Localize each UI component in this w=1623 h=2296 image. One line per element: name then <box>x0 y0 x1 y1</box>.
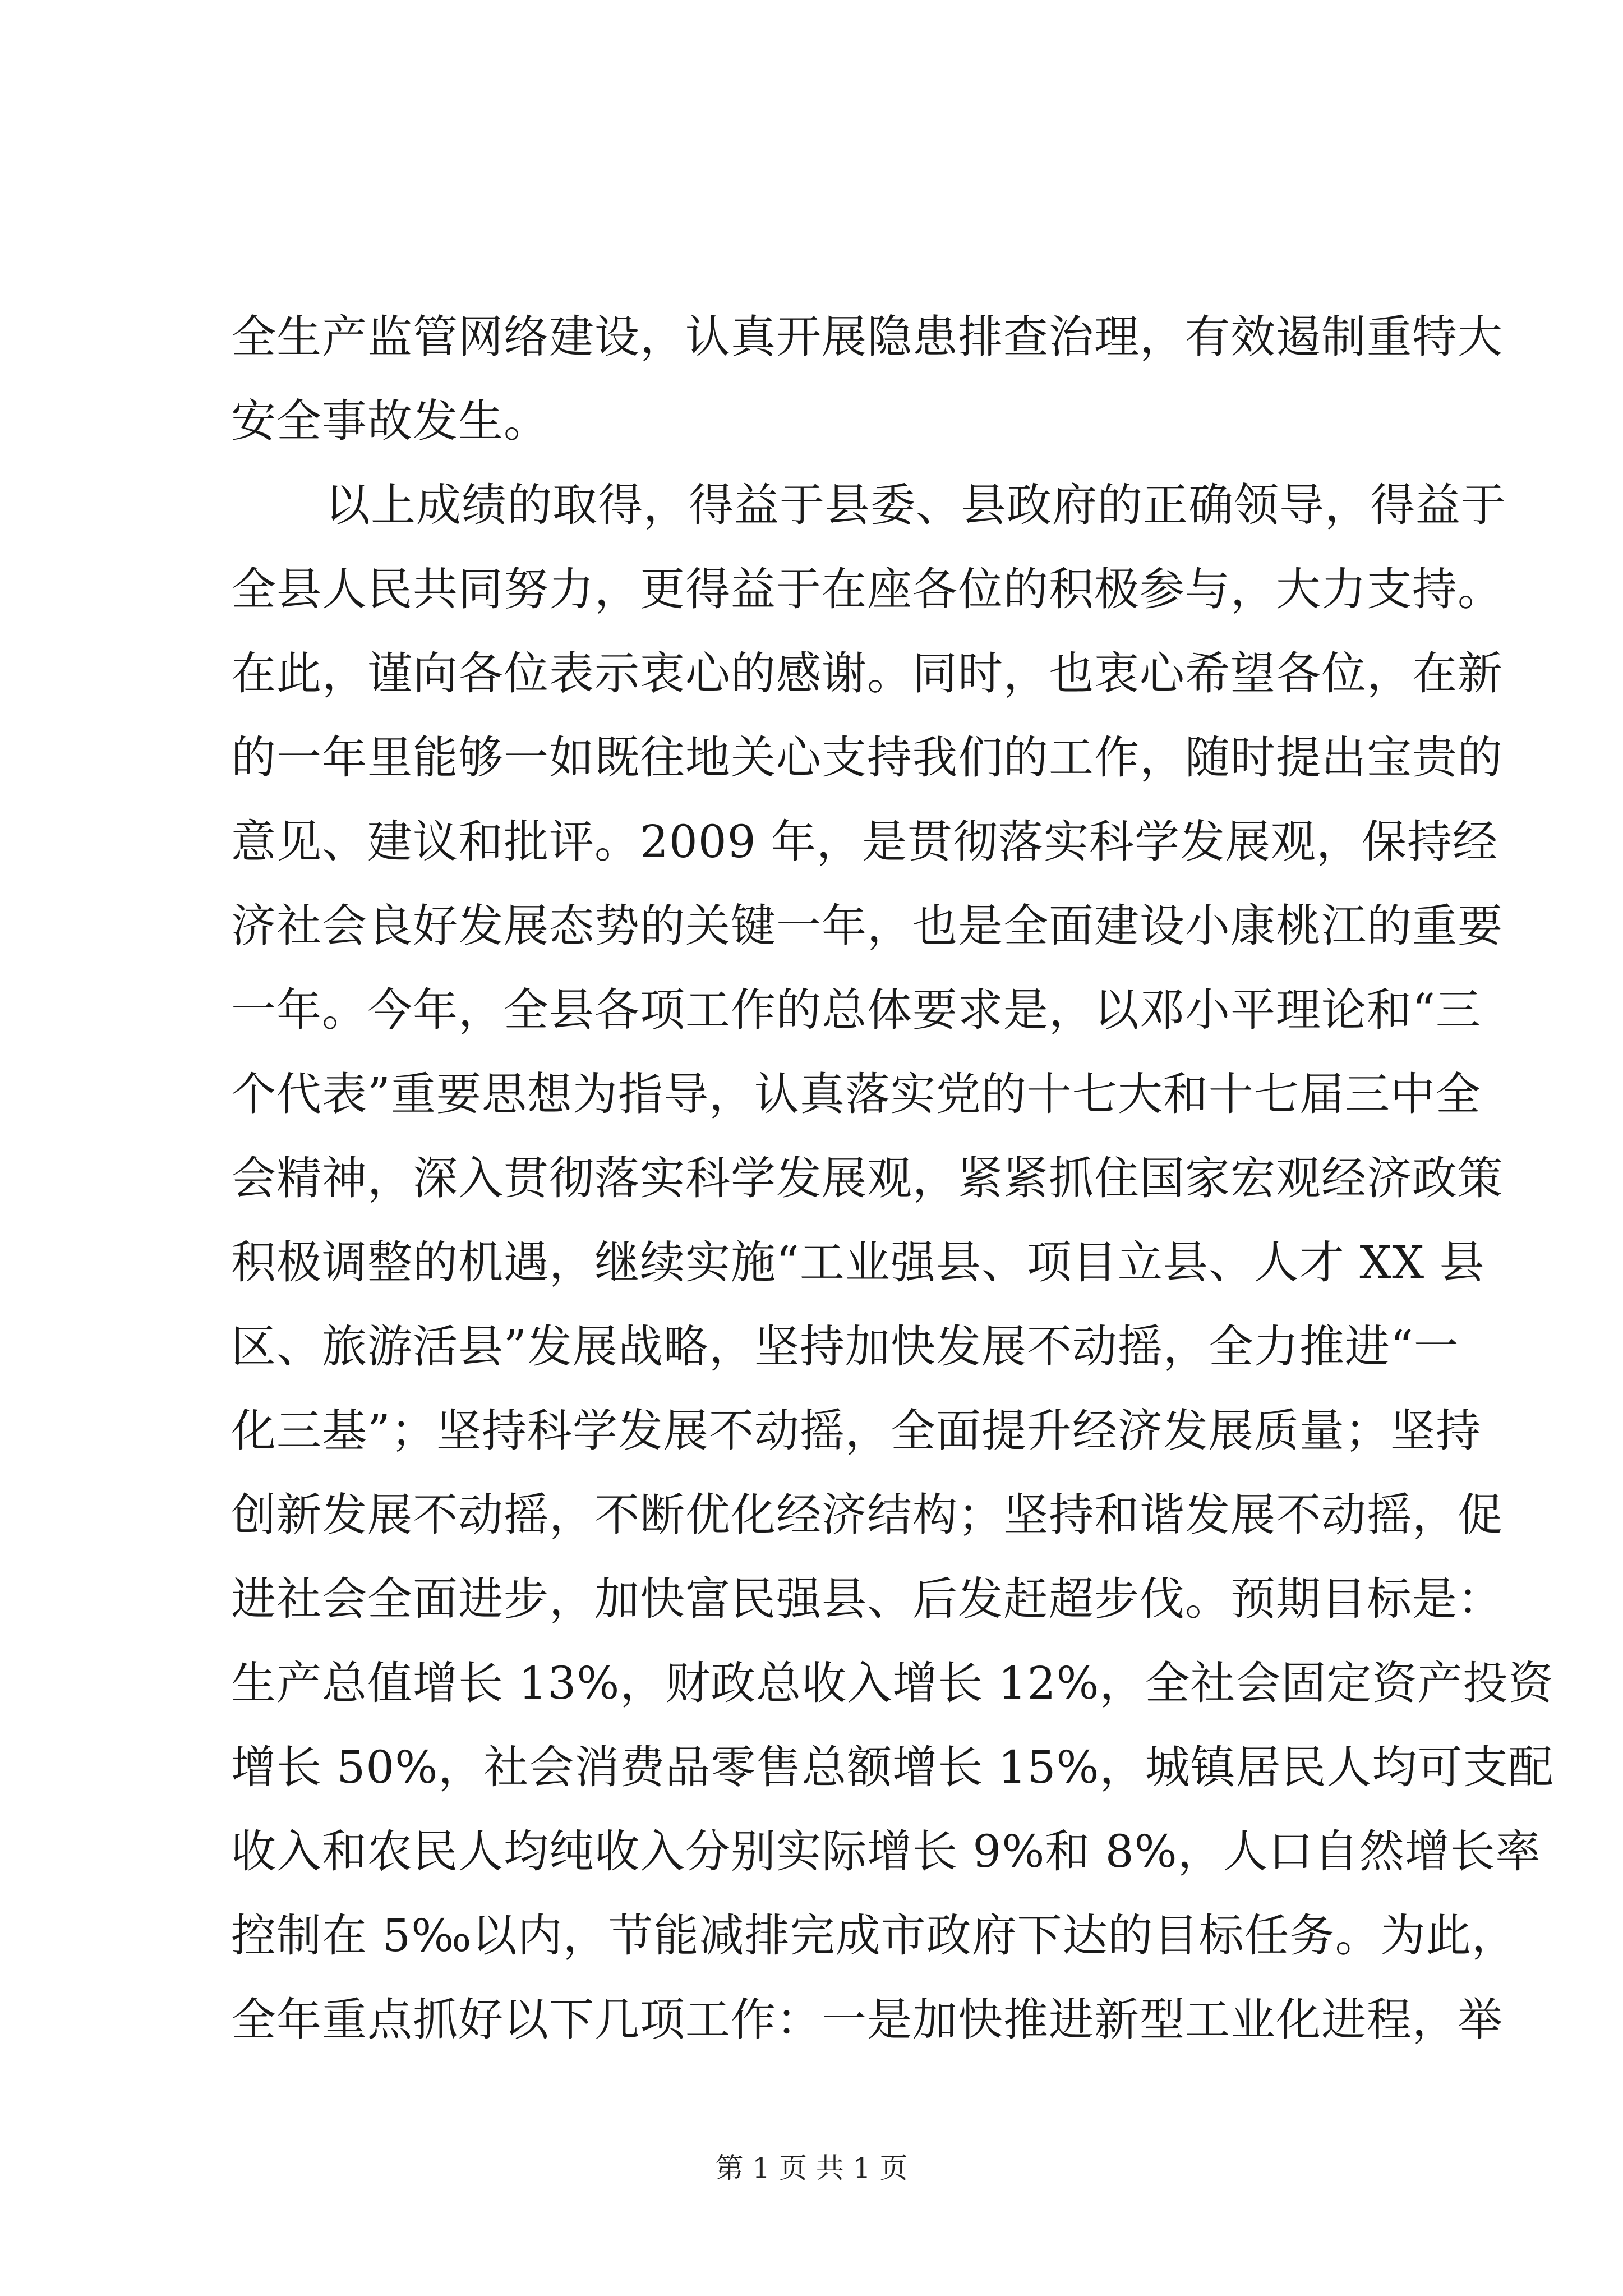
document-body <box>231 295 1554 2062</box>
text-line: 增长 50%，社会消费品零售总额增长 15%，城镇居民人均可支配 <box>231 1741 1554 1793</box>
text-line: 区、旅游活县”发展战略，坚持加快发展不动摇，全力推进“一 <box>231 1320 1459 1373</box>
text-line: 全县人民共同努力，更得益于在座各位的积极参与，大力支持。 <box>231 563 1503 615</box>
text-line: 以上成绩的取得，得益于县委、县政府的正确领导，得益于 <box>325 479 1506 531</box>
text-line: 创新发展不动摇，不断优化经济结构；坚持和谐发展不动摇，促 <box>231 1489 1503 1541</box>
text-line: 全年重点抓好以下几项工作：一是加快推进新型工业化进程，举 <box>231 1994 1503 2046</box>
text-line: 控制在 5‰以内，节能减排完成市政府下达的目标任务。为此， <box>231 1910 1517 1962</box>
text-line: 个代表”重要思想为指导，认真落实党的十七大和十七届三中全 <box>231 1068 1481 1120</box>
text-line: 收入和农民人均纯收入分别实际增长 9%和 8%，人口自然增长率 <box>231 1825 1541 1878</box>
text-line: 全生产监管网络建设，认真开展隐患排查治理，有效遏制重特大 <box>231 311 1503 363</box>
text-line: 一年。今年，全县各项工作的总体要求是，以邓小平理论和“三 <box>231 984 1481 1036</box>
text-line: 生产总值增长 13%，财政总收入增长 12%，全社会固定资产投资 <box>231 1657 1554 1709</box>
page-number-label: 第 1 页 共 1 页 <box>715 2152 908 2184</box>
page-footer <box>0 2148 1623 2188</box>
text-line: 济社会良好发展态势的关键一年，也是全面建设小康桃江的重要 <box>231 900 1503 952</box>
text-line: 意见、建议和批评。2009 年，是贯彻落实科学发展观，保持经 <box>231 816 1498 868</box>
text-line: 化三基”；坚持科学发展不动摇，全面提升经济发展质量；坚持 <box>231 1405 1481 1457</box>
text-line: 的一年里能够一如既往地关心支持我们的工作，随时提出宝贵的 <box>231 731 1503 784</box>
text-line: 进社会全面进步，加快富民强县、后发赶超步伐。预期目标是： <box>231 1573 1503 1625</box>
text-line: 会精神，深入贯彻落实科学发展观，紧紧抓住国家宏观经济政策 <box>231 1152 1503 1204</box>
text-line: 安全事故发生。 <box>231 395 549 447</box>
text-line: 积极调整的机遇，继续实施“工业强县、项目立县、人才 XX 县 <box>231 1236 1485 1289</box>
text-line: 在此，谨向各位表示衷心的感谢。同时，也衷心希望各位，在新 <box>231 647 1503 700</box>
